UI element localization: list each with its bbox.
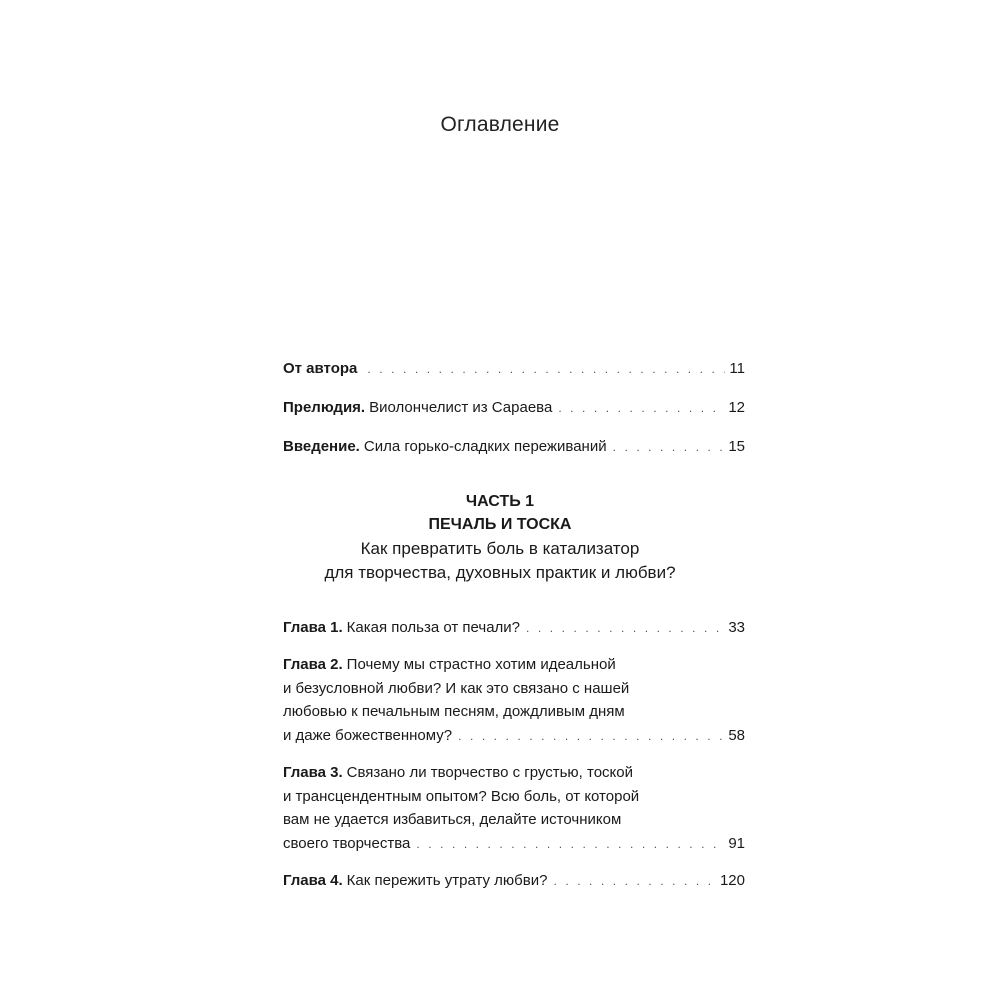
toc-entry-chapter-3[interactable] — [283, 761, 745, 855]
toc-entry-text: своего творчества — [283, 834, 411, 852]
toc-entry-label: Глава 3. — [283, 764, 343, 781]
part-heading — [0, 490, 1000, 584]
dot-leader — [613, 436, 725, 460]
part-number: ЧАСТЬ 1 — [465, 493, 535, 510]
toc-page-number: 11 — [729, 360, 745, 377]
toc-page-number: 58 — [728, 726, 745, 744]
toc-entry-label: Глава 1. — [283, 619, 343, 636]
toc-entry-label: Введение. — [283, 438, 360, 455]
toc-entry-label: От автора — [283, 360, 358, 377]
toc-entry-text: любовью к печальным песням, дождливым дням — [283, 703, 625, 720]
toc-entry-label: Глава 2. — [283, 656, 343, 673]
toc-page-number: 12 — [728, 399, 745, 416]
toc-entry-text: и безусловной любви? И как это связано с нашей — [283, 679, 630, 697]
toc-entry-text: Как пережить утрату любви? — [346, 872, 548, 889]
toc-entry-text: Какая польза от печали? — [346, 619, 521, 636]
toc-entry-text: и даже божественному? — [283, 726, 453, 744]
toc-entry-chapter-4[interactable] — [283, 869, 745, 893]
toc-entry-chapter-1[interactable] — [283, 616, 745, 640]
toc-entry-text: и трансцендентным опытом? Всю боль, от которой — [283, 787, 640, 805]
toc-entry-text: Почему мы страстно хотим идеальной — [346, 656, 616, 673]
toc-entry-text: Виолончелист из Сараева — [369, 399, 553, 416]
toc-entry-introduction[interactable] — [283, 435, 745, 459]
toc-entry-chapter-2[interactable] — [283, 653, 745, 747]
toc-entry-label: Глава 4. — [283, 872, 343, 889]
toc-entry-text: Связано ли творчество с грустью, тоской — [346, 764, 634, 781]
toc-entry-text: Сила горько-сладких переживаний — [363, 438, 607, 455]
toc-page-number: 15 — [728, 438, 745, 455]
dot-leader — [416, 833, 724, 857]
part-subtitle-line: Как превратить боль в катализатор — [360, 539, 640, 558]
toc-page-number: 33 — [728, 619, 745, 636]
dot-leader — [458, 725, 724, 749]
dot-leader — [553, 870, 716, 894]
toc-entry-prelude[interactable] — [283, 396, 745, 420]
part-subtitle-line: для творчества, духовных практик и любви? — [324, 563, 676, 582]
toc-entry-text: вам не удается избавиться, делайте источником — [283, 811, 622, 828]
dot-leader — [367, 358, 725, 382]
dot-leader — [526, 617, 724, 641]
page-title: Оглавление — [440, 113, 560, 136]
toc-page-number: 120 — [719, 872, 745, 889]
toc-page-number: 91 — [728, 834, 745, 852]
toc-entry-label: Прелюдия. — [283, 399, 366, 416]
part-title: ПЕЧАЛЬ И ТОСКА — [428, 516, 572, 533]
dot-leader — [558, 397, 724, 421]
toc-entry-author[interactable] — [283, 357, 745, 381]
